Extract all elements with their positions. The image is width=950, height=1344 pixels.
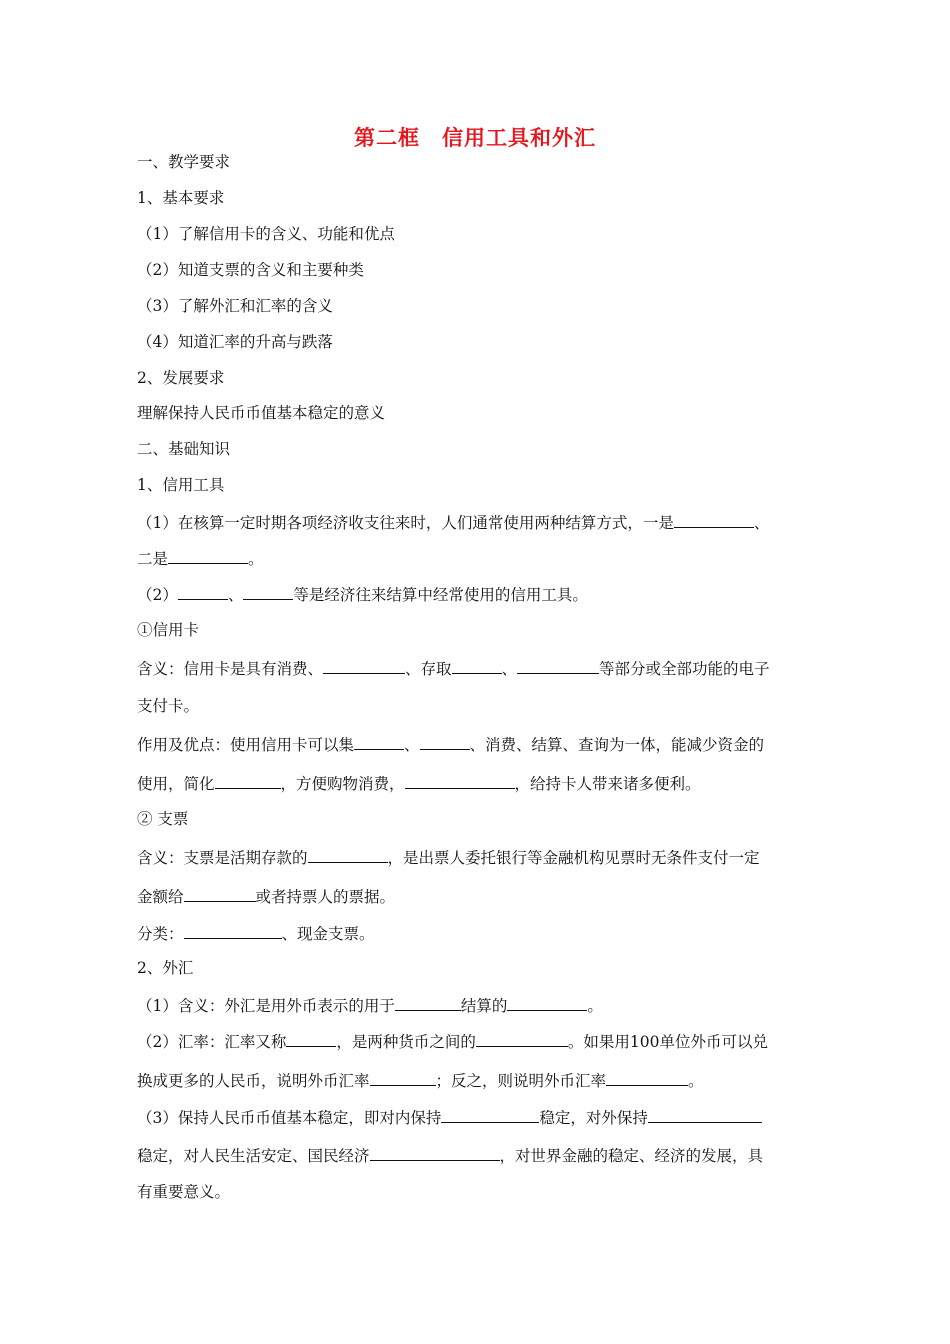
question-text: 、现金支票。 [281, 925, 375, 943]
question-line [137, 1069, 704, 1091]
question-text: 、 [501, 660, 518, 678]
question-text: ，给持卡人带来诸多便利。 [514, 775, 701, 793]
requirement-item: （2）知道支票的含义和主要种类 [137, 261, 364, 279]
question-text: 作用及优点：使用信用卡可以集 [137, 736, 355, 754]
fill-blank[interactable] [184, 885, 256, 902]
question-line [137, 1144, 763, 1166]
question-text: 换成更多的人民币，说明外币汇率 [137, 1072, 370, 1090]
question-text: ，对世界金融的稳定、经济的发展，具 [499, 1147, 764, 1165]
section-heading: 一、教学要求 [137, 153, 231, 171]
question-line [137, 994, 603, 1016]
fill-blank[interactable] [323, 657, 405, 674]
fill-blank[interactable] [452, 657, 502, 674]
question-text: （2）汇率：汇率又称 [137, 1033, 287, 1051]
question-text: 。如果用100单位外币可以兑 [567, 1033, 768, 1051]
fill-blank[interactable] [606, 1069, 688, 1086]
fill-blank[interactable] [370, 1144, 500, 1161]
fill-blank[interactable] [184, 922, 282, 939]
fill-blank[interactable] [507, 994, 587, 1011]
fill-blank[interactable] [420, 733, 470, 750]
question-text: 含义：支票是活期存款的 [137, 849, 308, 867]
question-text: 二是 [137, 550, 169, 568]
question-text: （1）含义：外汇是用外币表示的用于 [137, 997, 395, 1015]
question-text: 使用，简化 [137, 775, 215, 793]
question-text: 、消费、结算、查询为一体，能减少资金的 [469, 736, 765, 754]
page-title: 第二框 信用工具和外汇 [354, 125, 596, 150]
question-text: ，是出票人委托银行等金融机构见票时无条件支付一定 [387, 849, 760, 867]
question-line [137, 511, 769, 533]
question-line [137, 846, 760, 868]
question-text: 分类： [137, 925, 184, 943]
question-text: 、 [227, 586, 244, 604]
question-text: ，是两种货币之间的 [336, 1033, 476, 1051]
question-line [137, 733, 764, 755]
topic-heading: ② 支票 [137, 810, 189, 828]
requirement-item: （1）了解信用卡的含义、功能和优点 [137, 225, 395, 243]
question-text: 、存取 [405, 660, 452, 678]
fill-blank[interactable] [517, 657, 599, 674]
fill-blank[interactable] [178, 583, 228, 600]
question-text: 、 [404, 736, 420, 754]
question-line [137, 1106, 762, 1128]
subsection-heading: 1、信用工具 [137, 476, 225, 494]
question-text: 。 [688, 1072, 704, 1090]
question-text: 。 [587, 997, 603, 1015]
question-text: 稳定，对外保持 [539, 1109, 648, 1127]
fill-blank[interactable] [354, 733, 404, 750]
question-text: （1）在核算一定时期各项经济收支往来时，人们通常使用两种结算方式，一是 [137, 514, 674, 532]
question-line [137, 657, 770, 679]
question-line: 有重要意义。 [137, 1183, 231, 1201]
question-line [137, 583, 588, 605]
subsection-heading: 1、基本要求 [137, 189, 225, 207]
question-text: 等部分或全部功能的电子 [599, 660, 770, 678]
fill-blank[interactable] [215, 772, 281, 789]
fill-blank[interactable] [286, 1030, 336, 1047]
fill-blank[interactable] [405, 772, 515, 789]
fill-blank[interactable] [674, 511, 754, 528]
question-text: 等是经济往来结算中经常使用的信用工具。 [293, 586, 588, 604]
requirement-item: （3）了解外汇和汇率的含义 [137, 297, 333, 315]
question-text: ，方便购物消费， [280, 775, 405, 793]
fill-blank[interactable] [441, 1106, 539, 1123]
question-line [137, 922, 375, 944]
section-heading: 二、基础知识 [137, 440, 231, 458]
requirement-item: 理解保持人民币币值基本稳定的意义 [137, 404, 386, 422]
requirement-item: （4）知道汇率的升高与跌落 [137, 333, 333, 351]
fill-blank[interactable] [370, 1069, 436, 1086]
fill-blank[interactable] [243, 583, 293, 600]
question-text: （3）保持人民币币值基本稳定，即对内保持 [137, 1109, 442, 1127]
question-text: 、 [753, 514, 770, 532]
fill-blank[interactable] [308, 846, 388, 863]
subsection-heading: 2、外汇 [137, 959, 194, 977]
question-line [137, 1030, 768, 1052]
question-text: 结算的 [460, 997, 508, 1015]
question-text: （2） [137, 586, 178, 604]
fill-blank[interactable] [476, 1030, 568, 1047]
question-line [137, 772, 701, 794]
question-text: ；反之，则说明外币汇率 [435, 1072, 607, 1090]
question-text: 含义：信用卡是具有消费、 [137, 660, 324, 678]
fill-blank[interactable] [168, 547, 248, 564]
question-text: 稳定，对人民生活安定、国民经济 [137, 1147, 370, 1165]
question-text: 金额给 [137, 888, 184, 906]
fill-blank[interactable] [395, 994, 461, 1011]
question-line [137, 885, 395, 907]
subsection-heading: 2、发展要求 [137, 369, 225, 387]
topic-heading: ①信用卡 [137, 621, 200, 639]
fill-blank[interactable] [648, 1106, 762, 1123]
question-text: 或者持票人的票据。 [255, 888, 396, 906]
question-line [137, 547, 264, 569]
question-line: 支付卡。 [137, 697, 200, 715]
question-text: 。 [248, 550, 264, 568]
